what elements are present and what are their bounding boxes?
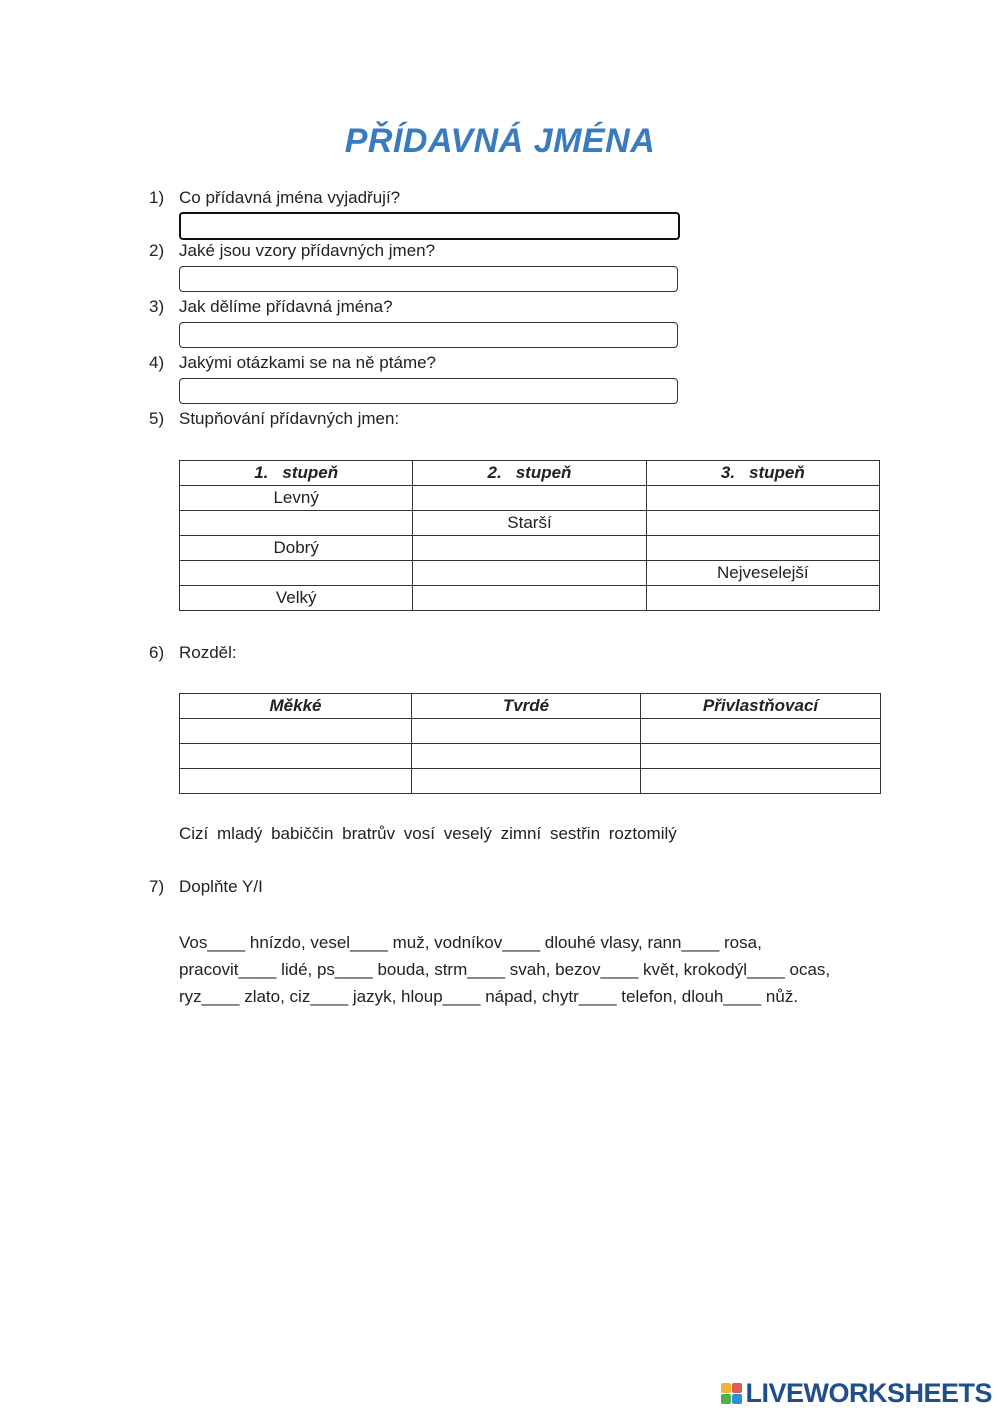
given-cell: Nejveselejší [646, 561, 879, 586]
question-number: 4) [149, 353, 165, 372]
table-header-row [180, 461, 880, 486]
question-6 [149, 642, 237, 664]
question-text: Rozděl: [179, 643, 237, 662]
table-row [180, 769, 881, 794]
table-header-row [180, 694, 881, 719]
table-row [180, 719, 881, 744]
answer-cell[interactable] [412, 719, 641, 744]
question-3 [149, 296, 393, 318]
question-text: Co přídavná jména vyjadřují? [179, 188, 401, 207]
given-cell: Levný [180, 486, 413, 511]
answer-cell[interactable] [180, 511, 413, 536]
answer-cell[interactable] [646, 536, 879, 561]
question-number: 5) [149, 409, 165, 428]
question-number: 6) [149, 643, 165, 662]
answer-cell[interactable] [413, 536, 646, 561]
question-2 [149, 240, 435, 262]
answer-field-3[interactable] [179, 322, 678, 348]
sort-table [179, 693, 881, 794]
header-cell: Měkké [180, 694, 412, 719]
question-text: Stupňování přídavných jmen: [179, 409, 400, 428]
fill-line: pracovit____ lidé, ps____ bouda, strm____ svah, bezov____ květ, krokodýl____ ocas, [179, 960, 831, 979]
answer-field-2[interactable] [179, 266, 678, 292]
given-cell: Starší [413, 511, 646, 536]
answer-cell[interactable] [413, 486, 646, 511]
question-number: 3) [149, 297, 165, 316]
answer-cell[interactable] [180, 744, 412, 769]
answer-cell[interactable] [646, 511, 879, 536]
question-number: 7) [149, 877, 165, 896]
question-text: Jaké jsou vzory přídavných jmen? [179, 241, 436, 260]
answer-field-4[interactable] [179, 378, 678, 404]
question-1 [149, 187, 400, 209]
header-cell: 2. stupeň [413, 461, 646, 486]
question-5 [149, 408, 399, 430]
answer-field-1[interactable] [179, 212, 680, 240]
answer-cell[interactable] [646, 586, 879, 611]
answer-cell[interactable] [413, 586, 646, 611]
answer-cell[interactable] [641, 769, 881, 794]
given-cell: Dobrý [180, 536, 413, 561]
header-cell: Tvrdé [412, 694, 641, 719]
question-text: Jakými otázkami se na ně ptáme? [179, 353, 437, 372]
question-text: Jak dělíme přídavná jména? [179, 297, 393, 316]
answer-cell[interactable] [641, 744, 881, 769]
answer-cell[interactable] [180, 719, 412, 744]
header-cell: 3. stupeň [646, 461, 879, 486]
header-cell: 1. stupeň [180, 461, 413, 486]
answer-cell[interactable] [180, 561, 413, 586]
logo-mark-icon [721, 1383, 742, 1404]
answer-cell[interactable] [646, 486, 879, 511]
table-row [180, 486, 880, 511]
question-text: Doplňte Y/I [179, 877, 263, 896]
table-row [180, 536, 880, 561]
question-number: 2) [149, 241, 165, 260]
question-number: 1) [149, 188, 165, 207]
answer-cell[interactable] [413, 561, 646, 586]
fill-line: ryz____ zlato, ciz____ jazyk, hloup____ nápad, chytr____ telefon, dlouh____ nůž. [179, 987, 799, 1006]
degrees-table [179, 460, 880, 611]
logo-text: LIVEWORKSHEETS [745, 1378, 992, 1408]
fill-line: Vos____ hnízdo, vesel____ muž, vodníkov____ dlouhé vlasy, rann____ rosa, [179, 933, 762, 952]
table-row [180, 586, 880, 611]
question-7 [149, 876, 263, 898]
word-bank: Cizí mladý babiččin bratrův vosí veselý zimní sestřin roztomilý [179, 824, 677, 843]
given-cell: Velký [180, 586, 413, 611]
header-cell: Přivlastňovací [641, 694, 881, 719]
fill-in-exercise [179, 929, 889, 1010]
table-row [180, 744, 881, 769]
table-row [180, 561, 880, 586]
answer-cell[interactable] [412, 769, 641, 794]
liveworksheets-logo [721, 1378, 992, 1409]
answer-cell[interactable] [412, 744, 641, 769]
question-4 [149, 352, 436, 374]
answer-cell[interactable] [180, 769, 412, 794]
table-row [180, 511, 880, 536]
page-title: PŘÍDAVNÁ JMÉNA [344, 122, 656, 160]
answer-cell[interactable] [641, 719, 881, 744]
